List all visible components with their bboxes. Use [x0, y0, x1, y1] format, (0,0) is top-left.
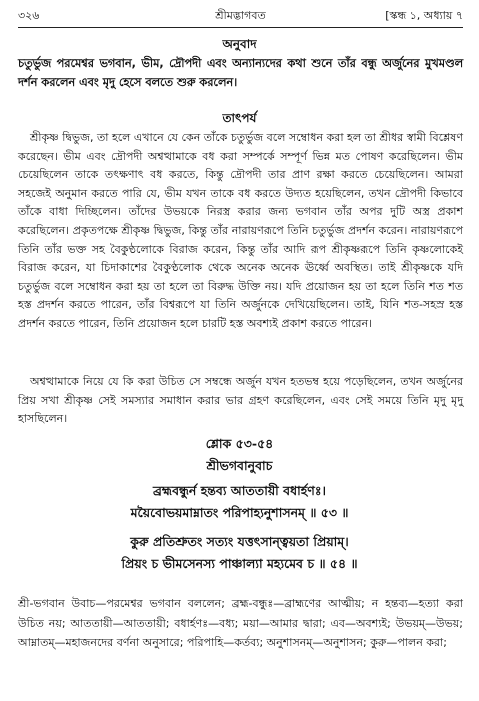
verse-line-1: ব্রহ্মবন্ধুর্ন হন্তব্য আততায়ী বধার্হণঃ। — [153, 483, 326, 498]
translation-heading: অনুবাদ — [222, 37, 257, 51]
verse-line-2: ময়ৈবোভয়মাম্নাতং পরিপাহ্যনুশাসনম্ ॥ ৫৩ ॥ — [130, 505, 349, 520]
page-number: ৩২৬ — [18, 9, 40, 22]
synonyms-text: শ্রী-ভগবান উবাচ—পরমেশ্বর ভগবান বললেন; ব্রহ্ম-বন্ধুঃ—ব্রাহ্মণের আত্মীয়; ন হন্তব্য—হত্যা করা উচিত নয়; আততায়ী—আততায়ী; বধার্হণঃ—বধ্য; ময়া—আমার দ্বারা; এব—অবশ্যই; উভয়ম্—উভয়; আম্নাতম্—মহাজনদের বর্ণনা অনুসারে; পরিপাহি—কর্তব্য; অনুশাসনম্—অনুশাসন; কুরু—পালন করা; — [18, 597, 463, 649]
purport-paragraph-1: শ্রীকৃষ্ণ দ্বিভুজ, তা হলে এখানে যে কেন তাঁকে চতুর্ভুজ বলে সম্বোধন করা হল তা শ্রীধর স্বামী বিশ্লেষণ করেছেন। ভীম এবং দ্রৌপদী অশ্বত্থামাকে বধ করা সম্পর্কে সম্পূর্ণ ভিন্ন মত পোষণ করেছিলেন। ভীম চেয়েছিলেন তাকে তৎক্ষণাৎ বধ করতে, কিন্তু দ্রৌপদী তার প্রাণ রক্ষা করতে চেয়েছিলেন। আমরা সহজেই অনুমান করতে পারি যে, ভীম যখন তাকে বধ করতে উদ্যত হয়েছিলেন, তখন দ্রৌপদী কিভাবে তাঁকে বাধা দিচ্ছিলেন। তাঁদের উভয়কে নিরস্ত্র করার জন্য ভগবান তাঁর অপর দুটি অস্ত্র প্রকাশ করেছিলেন। প্রকৃতপক্ষে শ্রীকৃষ্ণ দ্বিভুজ, কিন্তু তাঁর নারায়ণরূপে তিনি চতুর্ভুজ প্রদর্শন করেন। নারায়ণরূপে তিনি তাঁর ভক্ত সহ বৈকুণ্ঠলোকে বিরাজ করেন, কিন্তু তাঁর আদি রূপ শ্রীকৃষ্ণরূপে তিনি কৃষ্ণলোকেই বিরাজ করেন, যা চিদাকাশের বৈকুণ্ঠলোক থেকে অনেক অনেক ঊর্ধ্বে অবস্থিত। তাই শ্রীকৃষ্ণকে যদি চতুর্ভুজ বলে সম্বোধন করা হয় তা হলে তা বিরুদ্ধ উক্তি নয়। যদি প্রয়োজন হয় তা হলে তিনি শত শত হস্ত প্রদর্শন করতে পারেন, তাঁর বিশ্বরূপে যা তিনি অর্জুনকে দেখিয়েছিলেন। তাই, যিনি শত-সহস্র হস্ত প্রদর্শন করতে পারেন, তিনি প্রয়োজন হলে চারটি হস্ত অবশ্যই প্রকাশ করতে পারেন। — [18, 131, 463, 330]
section-reference: [স্কন্ধ ১, অধ্যায় ৭ — [385, 9, 463, 22]
purport-paragraph-2: অশ্বত্থামাকে নিয়ে যে কি করা উচিত সে সম্বন্ধে অর্জুন যখন হতভম্ব হয়ে পড়েছিলেন, তখন অর্জুনের প্রিয় সখা শ্রীকৃষ্ণ সেই সমস্যার সমাধান করার ভার গ্রহণ করেছিলেন, এবং সেই সময়ে তিনি মৃদু মৃদু হাসছিলেন। — [18, 375, 463, 426]
verse-speaker: শ্রীভগবানুবাচ — [206, 458, 273, 473]
purport-heading: তাৎপর্য — [222, 111, 257, 125]
translation-text: চতুর্ভুজ পরমেশ্বর ভগবান, ভীম, দ্রৌপদী এবং অন্যান্যদের কথা শুনে তাঁর বন্ধু অর্জুনের মুখমণ্ডল দর্শন করলেন এবং মৃদু হেসে বলতে শুরু করলেন। — [18, 57, 463, 89]
header-rule — [18, 27, 463, 28]
page-header — [18, 7, 463, 23]
verse-number: শ্লোক ৫৩-৫৪ — [205, 436, 274, 451]
book-title: শ্রীমদ্ভাগবত — [215, 9, 266, 22]
verse-line-3: কুরু প্রতিশ্রুতং সত্যং যত্তৎসান্ত্বয়তা প্রিয়াম্। — [130, 534, 349, 549]
verse-line-4: প্রিয়ং চ ভীমসেনস্য পাঞ্চাল্যা মহ্যমেব চ ॥ ৫৪ ॥ — [121, 556, 358, 571]
